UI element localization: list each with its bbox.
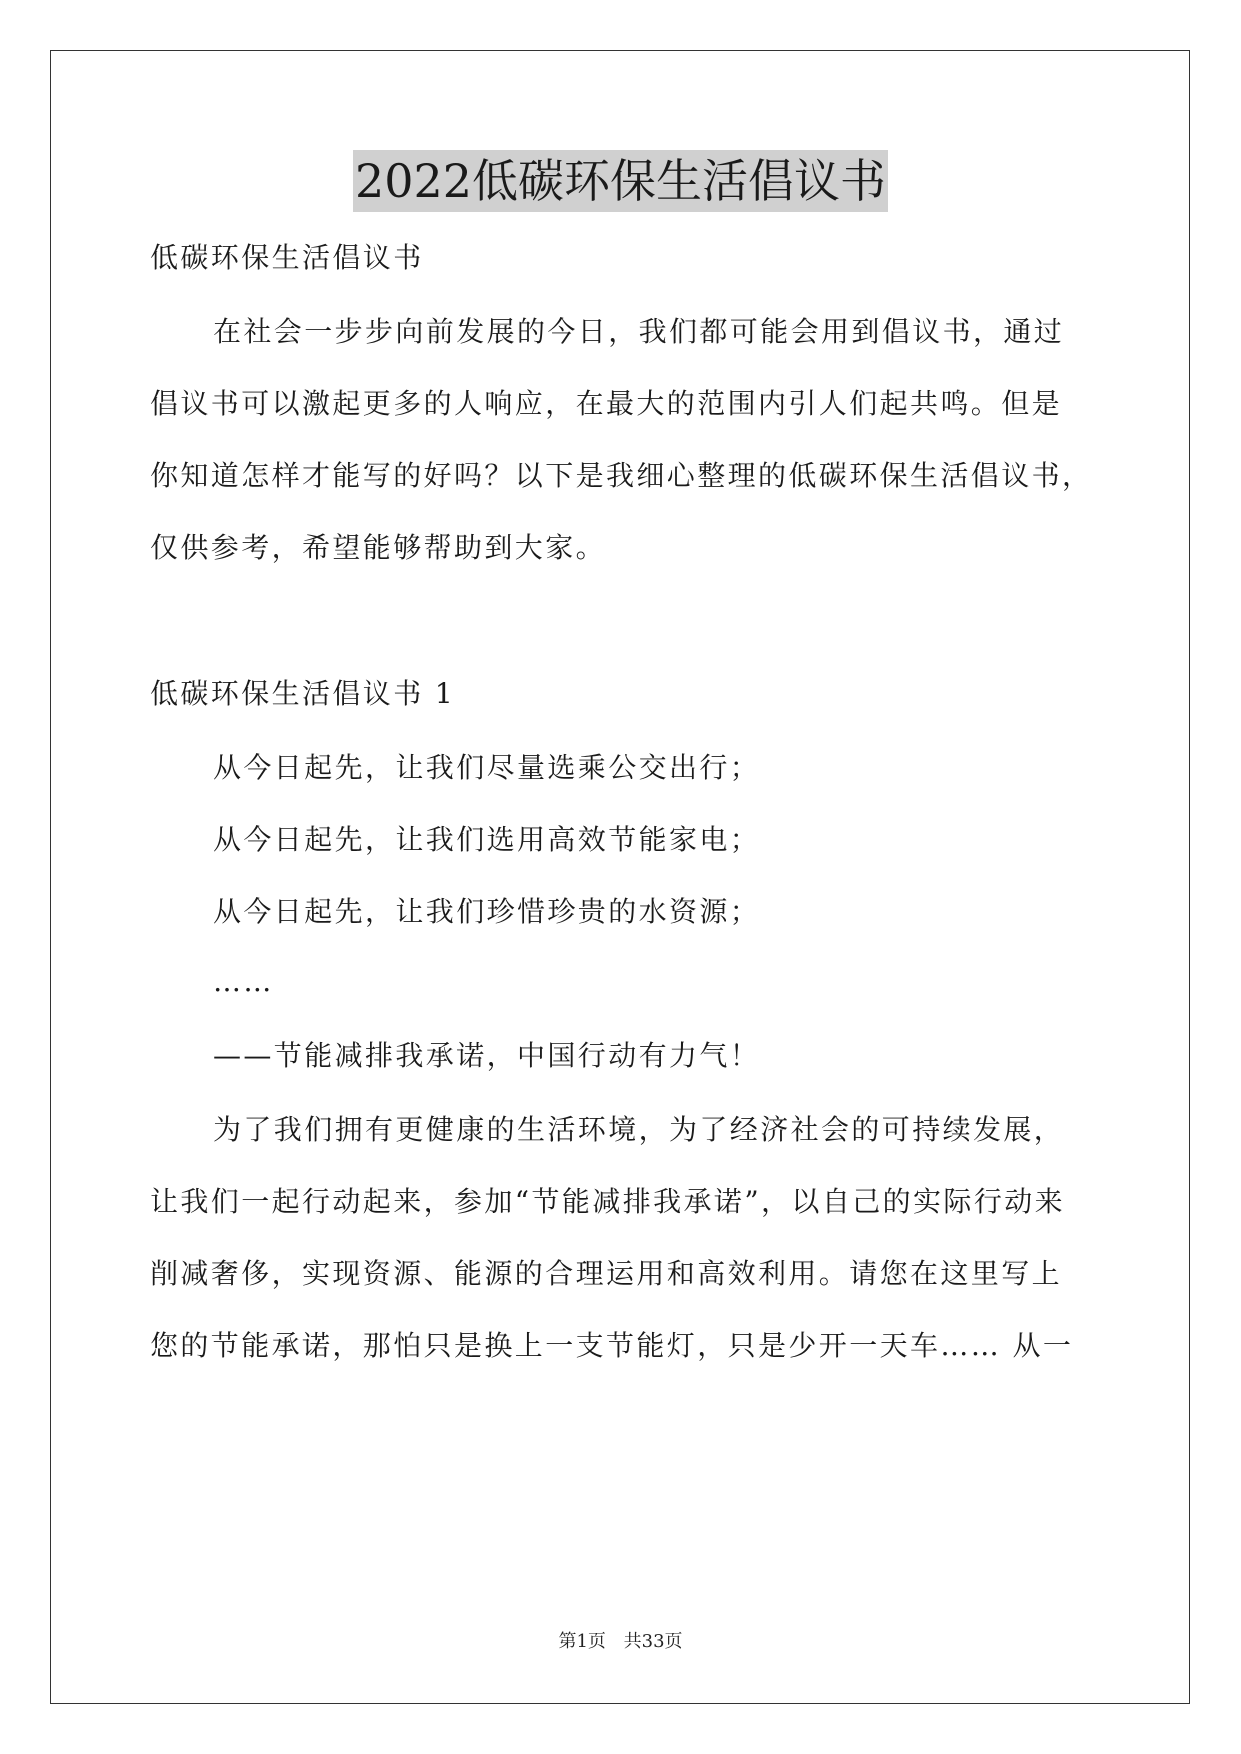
body-line-4: 您的节能承诺，那怕只是换上一支节能灯，只是少开一天车…… 从一 (150, 1329, 1074, 1362)
pledge-line-1: 从今日起先，让我们尽量选乘公交出行； (213, 751, 761, 784)
document-subtitle: 低碳环保生活倡议书 (150, 241, 424, 274)
title-container (0, 150, 1241, 212)
page-border (50, 50, 1190, 1704)
intro-line-1: 在社会一步步向前发展的今日，我们都可能会用到倡议书，通过 (213, 315, 1065, 348)
body-line-1: 为了我们拥有更健康的生活环境，为了经济社会的可持续发展， (213, 1113, 1065, 1146)
page-footer (0, 1630, 1241, 1654)
page-total: 共33页 (623, 1631, 683, 1652)
pledge-ellipsis: …… (213, 965, 274, 998)
body-line-2: 让我们一起行动起来，参加“节能减排我承诺”，以自己的实际行动来 (150, 1185, 1066, 1218)
section-heading: 低碳环保生活倡议书 1 (150, 677, 456, 710)
pledge-line-3: 从今日起先，让我们珍惜珍贵的水资源； (213, 895, 761, 928)
pledge-slogan: ——节能减排我承诺，中国行动有力气！ (213, 1039, 761, 1072)
pledge-line-2: 从今日起先，让我们选用高效节能家电； (213, 823, 761, 856)
body-line-3: 削减奢侈，实现资源、能源的合理运用和高效利用。请您在这里写上 (150, 1257, 1063, 1290)
intro-line-2: 倡议书可以激起更多的人响应，在最大的范围内引人们起共鸣。但是 (150, 387, 1063, 420)
intro-line-4: 仅供参考，希望能够帮助到大家。 (150, 531, 607, 564)
intro-line-3: 你知道怎样才能写的好吗？以下是我细心整理的低碳环保生活倡议书， (150, 459, 1093, 492)
document-title: 2022低碳环保生活倡议书 (353, 150, 888, 212)
page-number: 第1页 (558, 1631, 606, 1652)
